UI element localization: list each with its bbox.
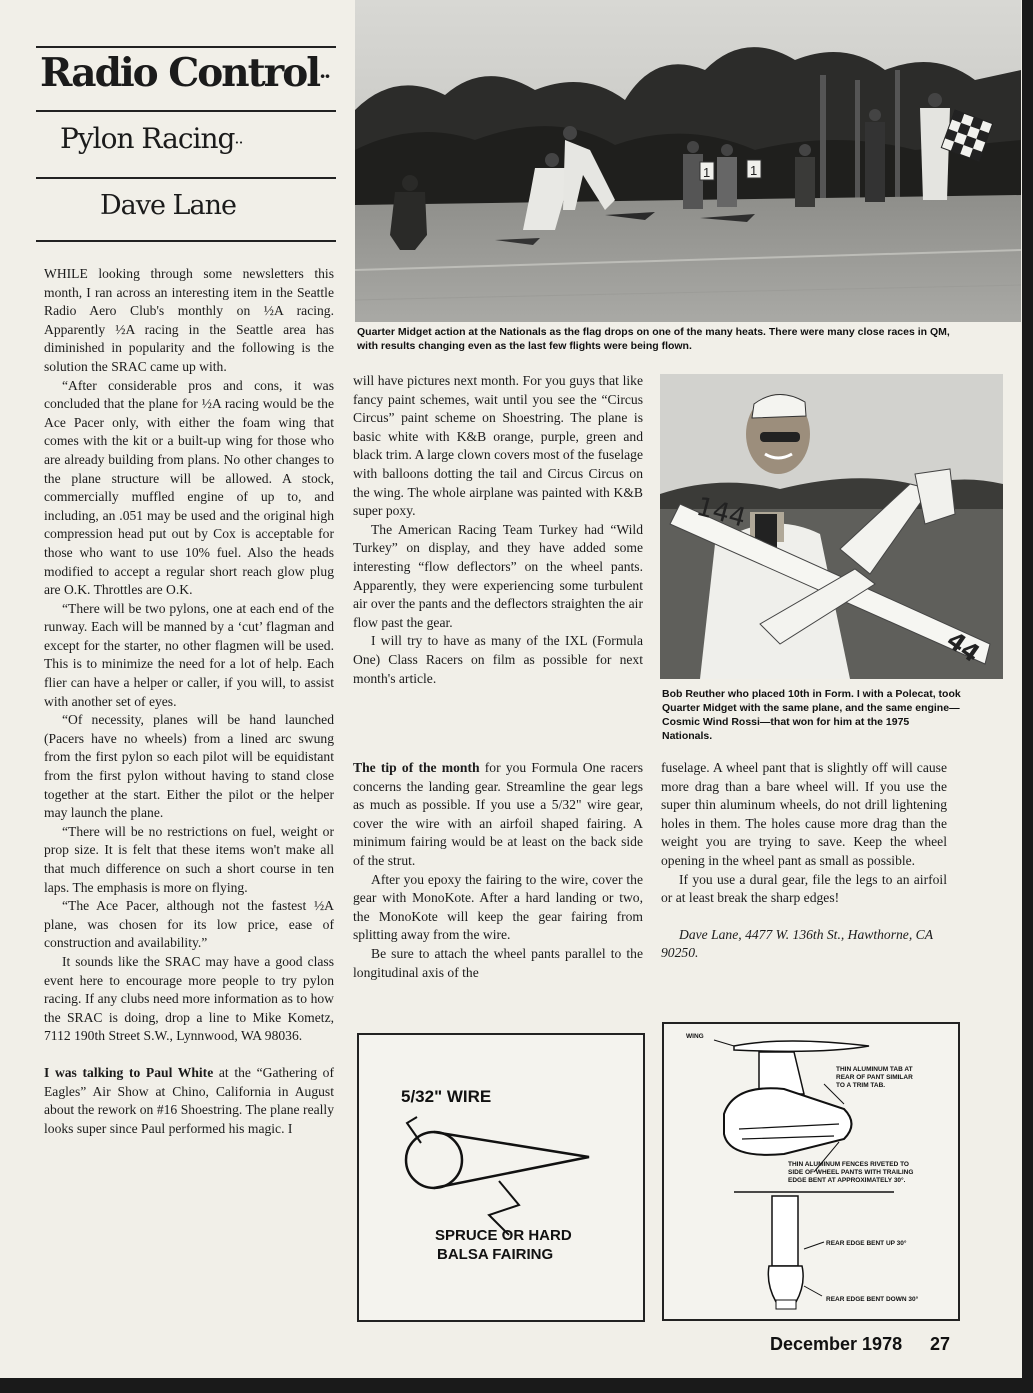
right-photo-caption: Bob Reuther who placed 10th in Form. I with a Polecat, took Quarter Midget with the same plane, and the same engine—Cosmic Wind Rossi—that won for him at the 1975 Nationals. [662,688,961,742]
run-in-heading: I was talking to Paul White [44,1064,214,1080]
top-photo-caption: Quarter Midget action at the Nationals as the flag drops on one of the many heats. There were many close races in QM, with results changing even as the last few flights were being flown. [357,326,950,352]
paragraph: I will try to have as many of the IXL (Formula One) Class Racers on film as possible for next month's article. [353,633,643,686]
header-rule-2 [36,177,336,179]
paragraph: The American Racing Team Turkey had “Wild Turkey” on display, and they have added some interesting “flow deflectors” on the wheel pants. Apparently, they were experiencing some turbulent air over the pants and the deflectors straighten the air flow past the gear. [353,521,643,630]
header-rule-top [36,46,336,48]
label-bent-up: REAR EDGE BENT UP 30° [826,1240,907,1247]
paragraph: “After considerable pros and cons, it was concluded that the plane for ½A racing would be the Ace Pacer only, with either the foam wing that comes with the kit or a built-up wing for those who are already building from plans. No other changes to the plane structure will be allowed. A stock, commercially muffled engine of up to, and including, an .051 may be used and the original high compression head put out by Cox is acceptable for those who want to use 10% fuel. Also the heads modified to accept a regular short reach glow plug are O.K. Throttles are O.K. [44,377,334,598]
run-in-heading: The tip of the month [353,760,480,775]
label-wire: 5/32" WIRE [401,1087,492,1106]
paragraph: The tip of the month for you Formula One racers concerns the landing gear. Streamline the gear legs as much as possible. If you use a 5/32" wire gear, cover the wire with an airfoil shaped fairing. A minimum fairing would be at least on the back side of the strut. [353,760,643,868]
paragraph: fuselage. A wheel pant that is slightly off will cause more drag than a bare wheel will. If you use the super thin aluminum wheels, do not drill lightening holes in them. The holes cause more drag than the weight you are trying to save. Keep the wheel opening in the wheel pant as small as possible. [661,760,947,868]
article-column-3 [661,759,947,963]
label-fairing-line2: BALSA FAIRING [437,1246,554,1263]
article-column-1 [44,265,334,1138]
paragraph: WHILE looking through some newsletters this month, I ran across an interesting item in the Seattle Radio Aero Club's monthly on ½A racing. Apparently ½A racing in the Seattle area has diminished in popularity and the following is the solution the SRAC came up with. [44,266,334,374]
article-column-2-bottom [353,759,643,982]
plane-marking-1: 1 [703,165,711,180]
label-fences: THIN ALUMINUM FENCES RIVETED TO SIDE OF WHEEL PANTS WITH TRAILING EDGE BENT AT APPROXIMATELY 30°. [788,1161,914,1184]
label-wing: WING [686,1033,704,1040]
photo-quarter-midget-race [355,0,1021,322]
diagram-wire-fairing [357,1033,645,1322]
author-address: Dave Lane, 4477 W. 136th St., Hawthorne, CA 90250. [661,926,933,961]
label-bent-down: REAR EDGE BENT DOWN 30° [826,1296,919,1303]
diagram-wheel-pant [662,1022,960,1321]
issue-date: December 1978 [770,1334,903,1354]
paragraph: “Of necessity, planes will be hand launched (Pacers have no wheels) from a lined arc swung from the first pylon so each pilot will be equidistant from the first pylon without having to stand close together at the start. Either the pilot or the helper may launch the plane. [44,712,334,821]
paragraph: After you epoxy the fairing to the wire, cover the gear with MonoKote. After a hard landing or two, the MonoKote will keep the gear fairing from splitting away from the wire. [353,871,643,943]
paragraph: “There will be two pylons, one at each end of the runway. Each will be manned by a ‘cut’ flagman and except for the starter, no other flagmen will be used. This is to minimize the need for a lot of help. Each flier can have a helper or caller, if you will, to assist with another set of eyes. [44,600,334,709]
header-rule-bottom [36,240,336,242]
column-title: Radio Control·· [40,50,329,96]
column-subtitle: Pylon Racing·· [60,122,243,155]
header-rule-1 [36,110,336,112]
paragraph: I was talking to Paul White at the “Gathering of Eagles” Air Show at Chino, California in August about the rework on #16 Shoestring. The plane really looks super since Paul performed his magic. I [44,1064,334,1136]
author-byline: Dave Lane [100,190,236,221]
article-column-2-top [353,372,643,688]
paragraph: If you use a dural gear, file the legs to an airfoil or at least break the sharp edges! [661,871,947,906]
paragraph: “The Ace Pacer, although not the fastest ½A plane, was chosen for its low price, ease of construction and availability.” [44,898,334,951]
label-fairing-line1: SPRUCE OR HARD [435,1227,572,1244]
page-number: 27 [930,1334,951,1354]
paragraph: Be sure to attach the wheel pants parallel to the longitudinal axis of the [353,945,643,980]
plane-number-tail: 44 [941,625,985,669]
plane-number-wing: 144 [693,491,749,534]
paragraph: will have pictures next month. For you guys that like fancy paint schemes, wait until you see the “Circus Circus” paint scheme on Shoestring. The plane is basic white with K&B orange, purple, green and black trim. A large clown covers most of the fuselage with balloons dotting the tail and Circus Circus on the wing. The whole airplane was painted with K&B super poxy. [353,373,643,519]
paragraph: “There will be no restrictions on fuel, weight or prop size. It is felt that these items won't make all that much difference on such a short course in ten laps. The emphasis is more on flying. [44,823,334,895]
label-tab: THIN ALUMINUM TAB AT REAR OF PANT SIMILAR TO A TRIM TAB. [836,1066,913,1089]
paragraph: It sounds like the SRAC may have a good class event here to encourage more people to try pylon racing. If any clubs need more information as to how the SRAC is doing, drop a line to Mike Kometz, 7112 190th Street S.W., Lynnwood, WA 98036. [44,953,334,1044]
plane-marking-2: 1 [750,163,758,178]
photo-bob-reuther [660,374,1003,679]
